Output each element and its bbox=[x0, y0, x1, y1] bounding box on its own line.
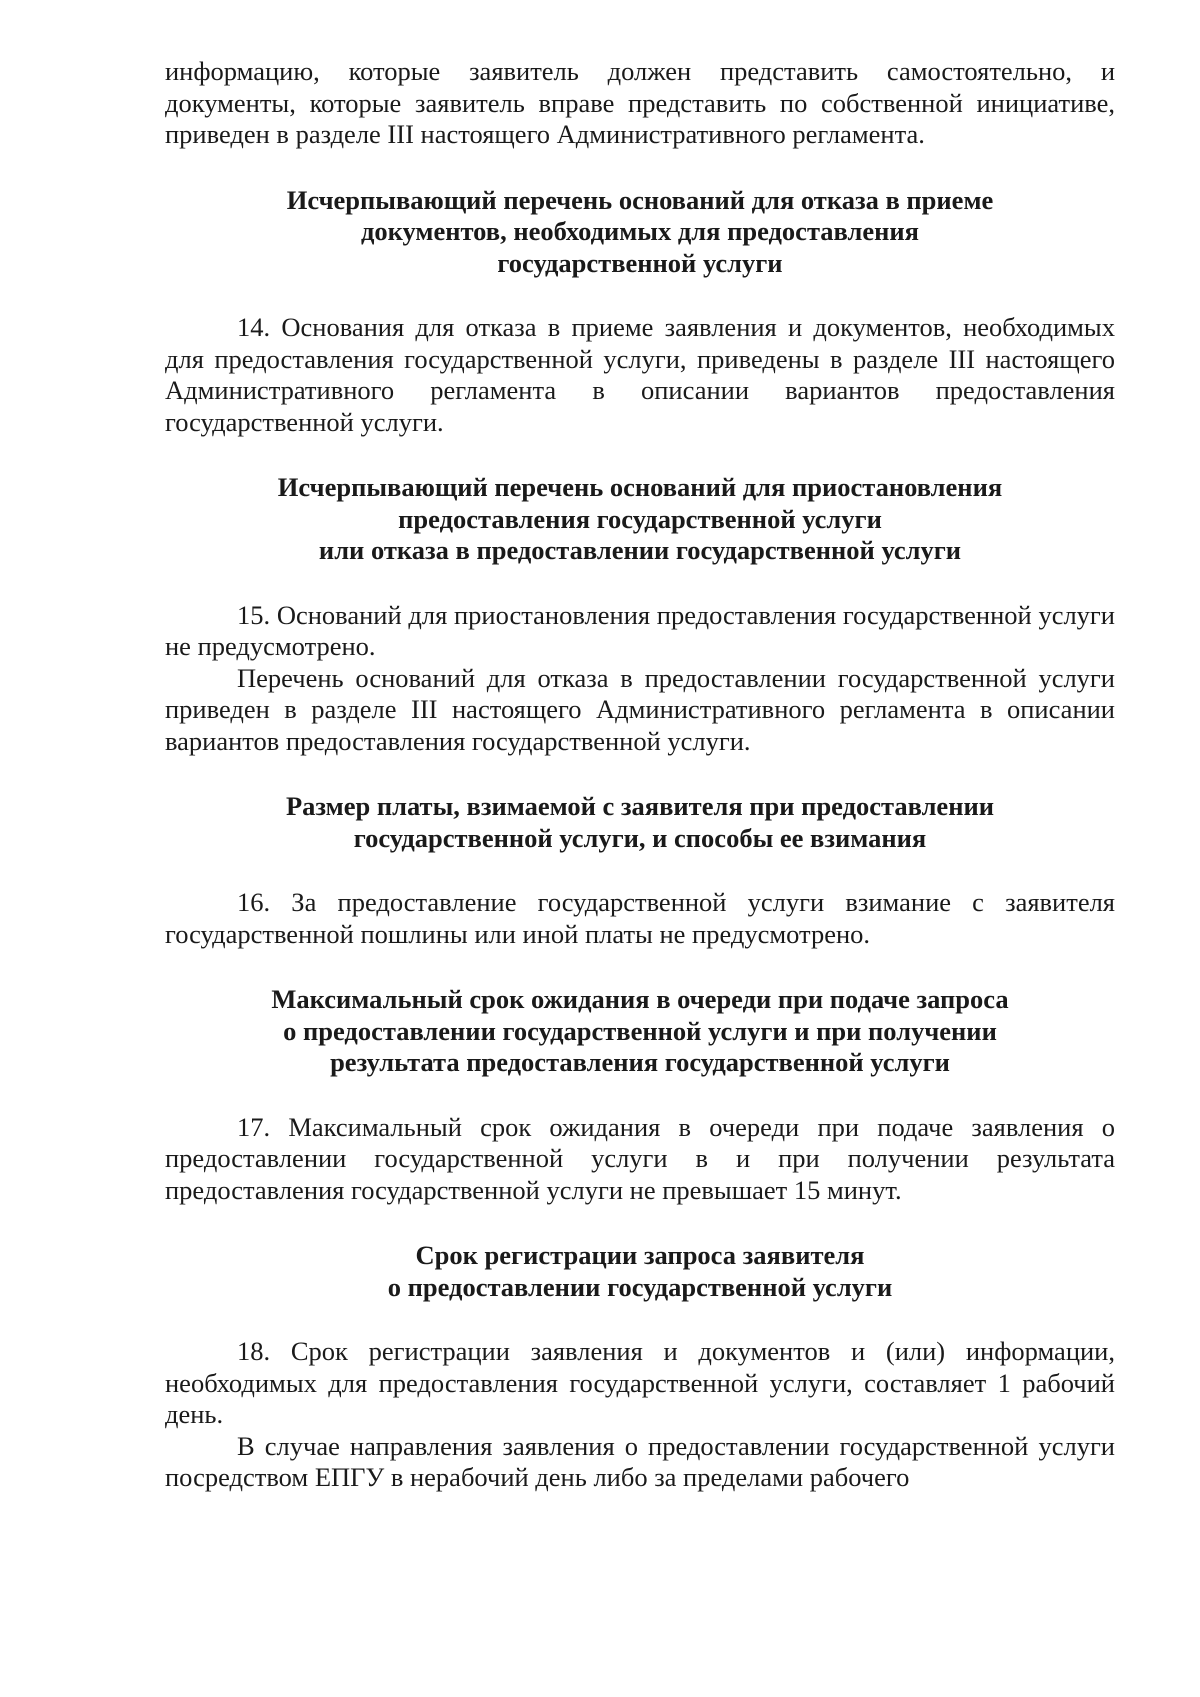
heading-line: предоставления государственной услуги bbox=[398, 503, 882, 534]
paragraph-16: 16. За предоставление государственной услуги взимание с заявителя государственной пошлины или иной платы не предусмотрено. bbox=[165, 887, 1115, 949]
section-heading-fee bbox=[165, 791, 1115, 854]
heading-line: Максимальный срок ожидания в очереди при подаче запроса bbox=[271, 984, 1009, 1014]
section-heading-suspension bbox=[165, 472, 1115, 567]
paragraph-18: 18. Срок регистрации заявления и документов и (или) информации, необходимых для предоставления государственной услуги, составляет 1 рабочий день. bbox=[165, 1336, 1115, 1429]
section-heading-refusal-acceptance bbox=[165, 185, 1115, 280]
paragraph-18-continued: В случае направления заявления о предоставлении государственной услуги посредством ЕПГУ в нерабочий день либо за пределами рабочего bbox=[165, 1430, 1115, 1492]
heading-line: государственной услуги, и способы ее взимания bbox=[353, 822, 927, 853]
heading-line: Размер платы, взимаемой с заявителя при предоставлении bbox=[285, 791, 995, 821]
paragraph-15-continued: Перечень оснований для отказа в предоставлении государственной услуги приведен в разделе III настоящего Административного регламента в описании вариантов предоставления государственной услуги. bbox=[165, 662, 1115, 756]
section-heading-registration-time bbox=[165, 1240, 1115, 1303]
paragraph-17: 17. Максимальный срок ожидания в очереди при подаче заявления о предоставлении государственной услуги в и при получении результата предоставления государственной услуги не превышает 15 минут. bbox=[165, 1111, 1115, 1205]
section-heading-queue-time bbox=[165, 984, 1115, 1079]
heading-line: Срок регистрации запроса заявителя bbox=[415, 1240, 865, 1270]
heading-line: документов, необходимых для предоставления bbox=[360, 216, 919, 246]
heading-line: Исчерпывающий перечень оснований для приостановления bbox=[277, 472, 1003, 502]
paragraph-14: 14. Основания для отказа в приеме заявления и документов, необходимых для предоставления государственной услуги, приведены в разделе III настоящего Административного регламента в описании вариантов предоставления государственной услуги. bbox=[165, 312, 1115, 437]
heading-line: Исчерпывающий перечень оснований для отказа в приеме bbox=[286, 184, 994, 215]
document-body bbox=[165, 56, 1115, 1494]
heading-line: результата предоставления государственной услуги bbox=[330, 1047, 950, 1077]
paragraph-15: 15. Оснований для приостановления предоставления государственной услуги не предусмотрено. bbox=[165, 599, 1115, 661]
heading-line: о предоставлении государственной услуги bbox=[387, 1271, 893, 1302]
intro-paragraph: информацию, которые заявитель должен представить самостоятельно, и документы, которые заявитель вправе представить по собственной инициативе, приведен в разделе III настоящего Административного регламента. bbox=[165, 56, 1115, 149]
heading-line: о предоставлении государственной услуги и при получении bbox=[283, 1015, 997, 1046]
heading-line: или отказа в предоставлении государственной услуги bbox=[318, 535, 962, 565]
heading-line: государственной услуги bbox=[497, 247, 783, 278]
